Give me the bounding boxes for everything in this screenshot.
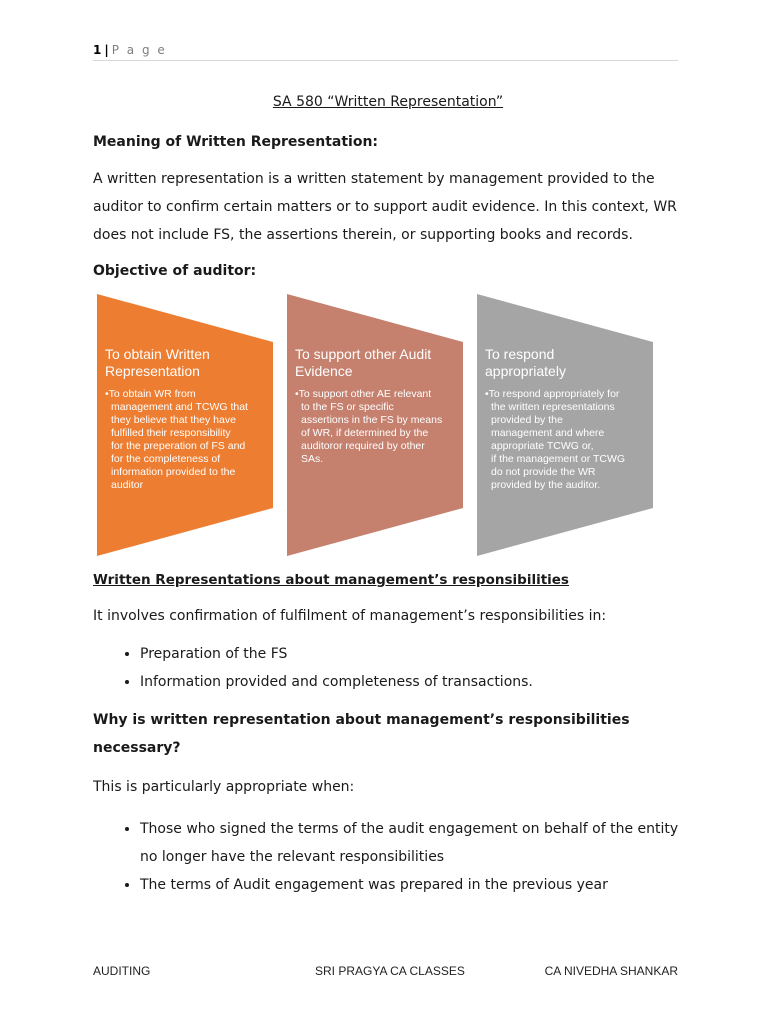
footer-author: CA NIVEDHA SHANKAR — [544, 964, 678, 978]
meaning-paragraph: A written representation is a written statement by management provided to the auditor to confirm certain matters or to support audit evidence. In this context, WR does not include FS, the assertions therein, or supporting books and records. — [93, 171, 677, 243]
objective-body-1: •To obtain WR from management and TCWG that they believe that they have fulfilled their responsibility for the preperation of FS and for the completeness of information provided to the auditor — [105, 388, 248, 491]
page-separator: | — [104, 43, 110, 57]
meaning-heading: Meaning of Written Representation: — [93, 134, 379, 150]
objectives-diagram — [93, 294, 683, 556]
why-heading: Why is written representation about management’s responsibilities necessary? — [93, 712, 630, 756]
responsibilities-intro: It involves confirmation of fulfilment of management’s responsibilities in: — [93, 608, 607, 624]
objective-body-3: •To respond appropriately for the written representations provided by the management and where appropriate TCWG or, if the management or TCWG do not provide the WR provided by the auditor. — [485, 388, 626, 491]
page-number: 1 — [93, 43, 103, 57]
objective-title-3: To respond appropriately — [485, 346, 566, 379]
page-label: P a g e — [111, 43, 167, 57]
responsibilities-heading: Written Representations about management’s responsibilities — [93, 572, 569, 588]
why-list — [93, 815, 683, 899]
page-header — [93, 43, 678, 61]
list-item: • The terms of Audit engagement was prepared in the previous year — [140, 871, 683, 899]
document-body — [93, 90, 683, 909]
objective-heading: Objective of auditor: — [93, 263, 257, 279]
objective-body-2: •To support other AE relevant to the FS or specific assertions in the FS by means of WR, if determined by the auditoror required by other SAs. — [295, 388, 443, 465]
why-intro: This is particularly appropriate when: — [93, 779, 355, 795]
list-item: • Preparation of the FS — [140, 640, 683, 668]
objective-shape-2 — [287, 294, 463, 556]
list-item: • Those who signed the terms of the audit engagement on behalf of the entity no longer have the relevant responsibilities — [140, 815, 683, 871]
list-item: • Information provided and completeness of transactions. — [140, 668, 683, 696]
objective-title-2: To support other Audit Evidence — [295, 346, 432, 379]
objective-title-1: To obtain Written Representation — [105, 346, 210, 379]
objective-shape-3 — [477, 294, 653, 556]
document-title: SA 580 “Written Representation” — [272, 94, 504, 110]
responsibilities-list — [93, 640, 683, 696]
footer-subject: AUDITING — [93, 964, 151, 978]
footer-institute: SRI PRAGYA CA CLASSES — [315, 964, 465, 978]
objective-shape-1 — [97, 294, 273, 556]
page-footer — [93, 964, 678, 980]
